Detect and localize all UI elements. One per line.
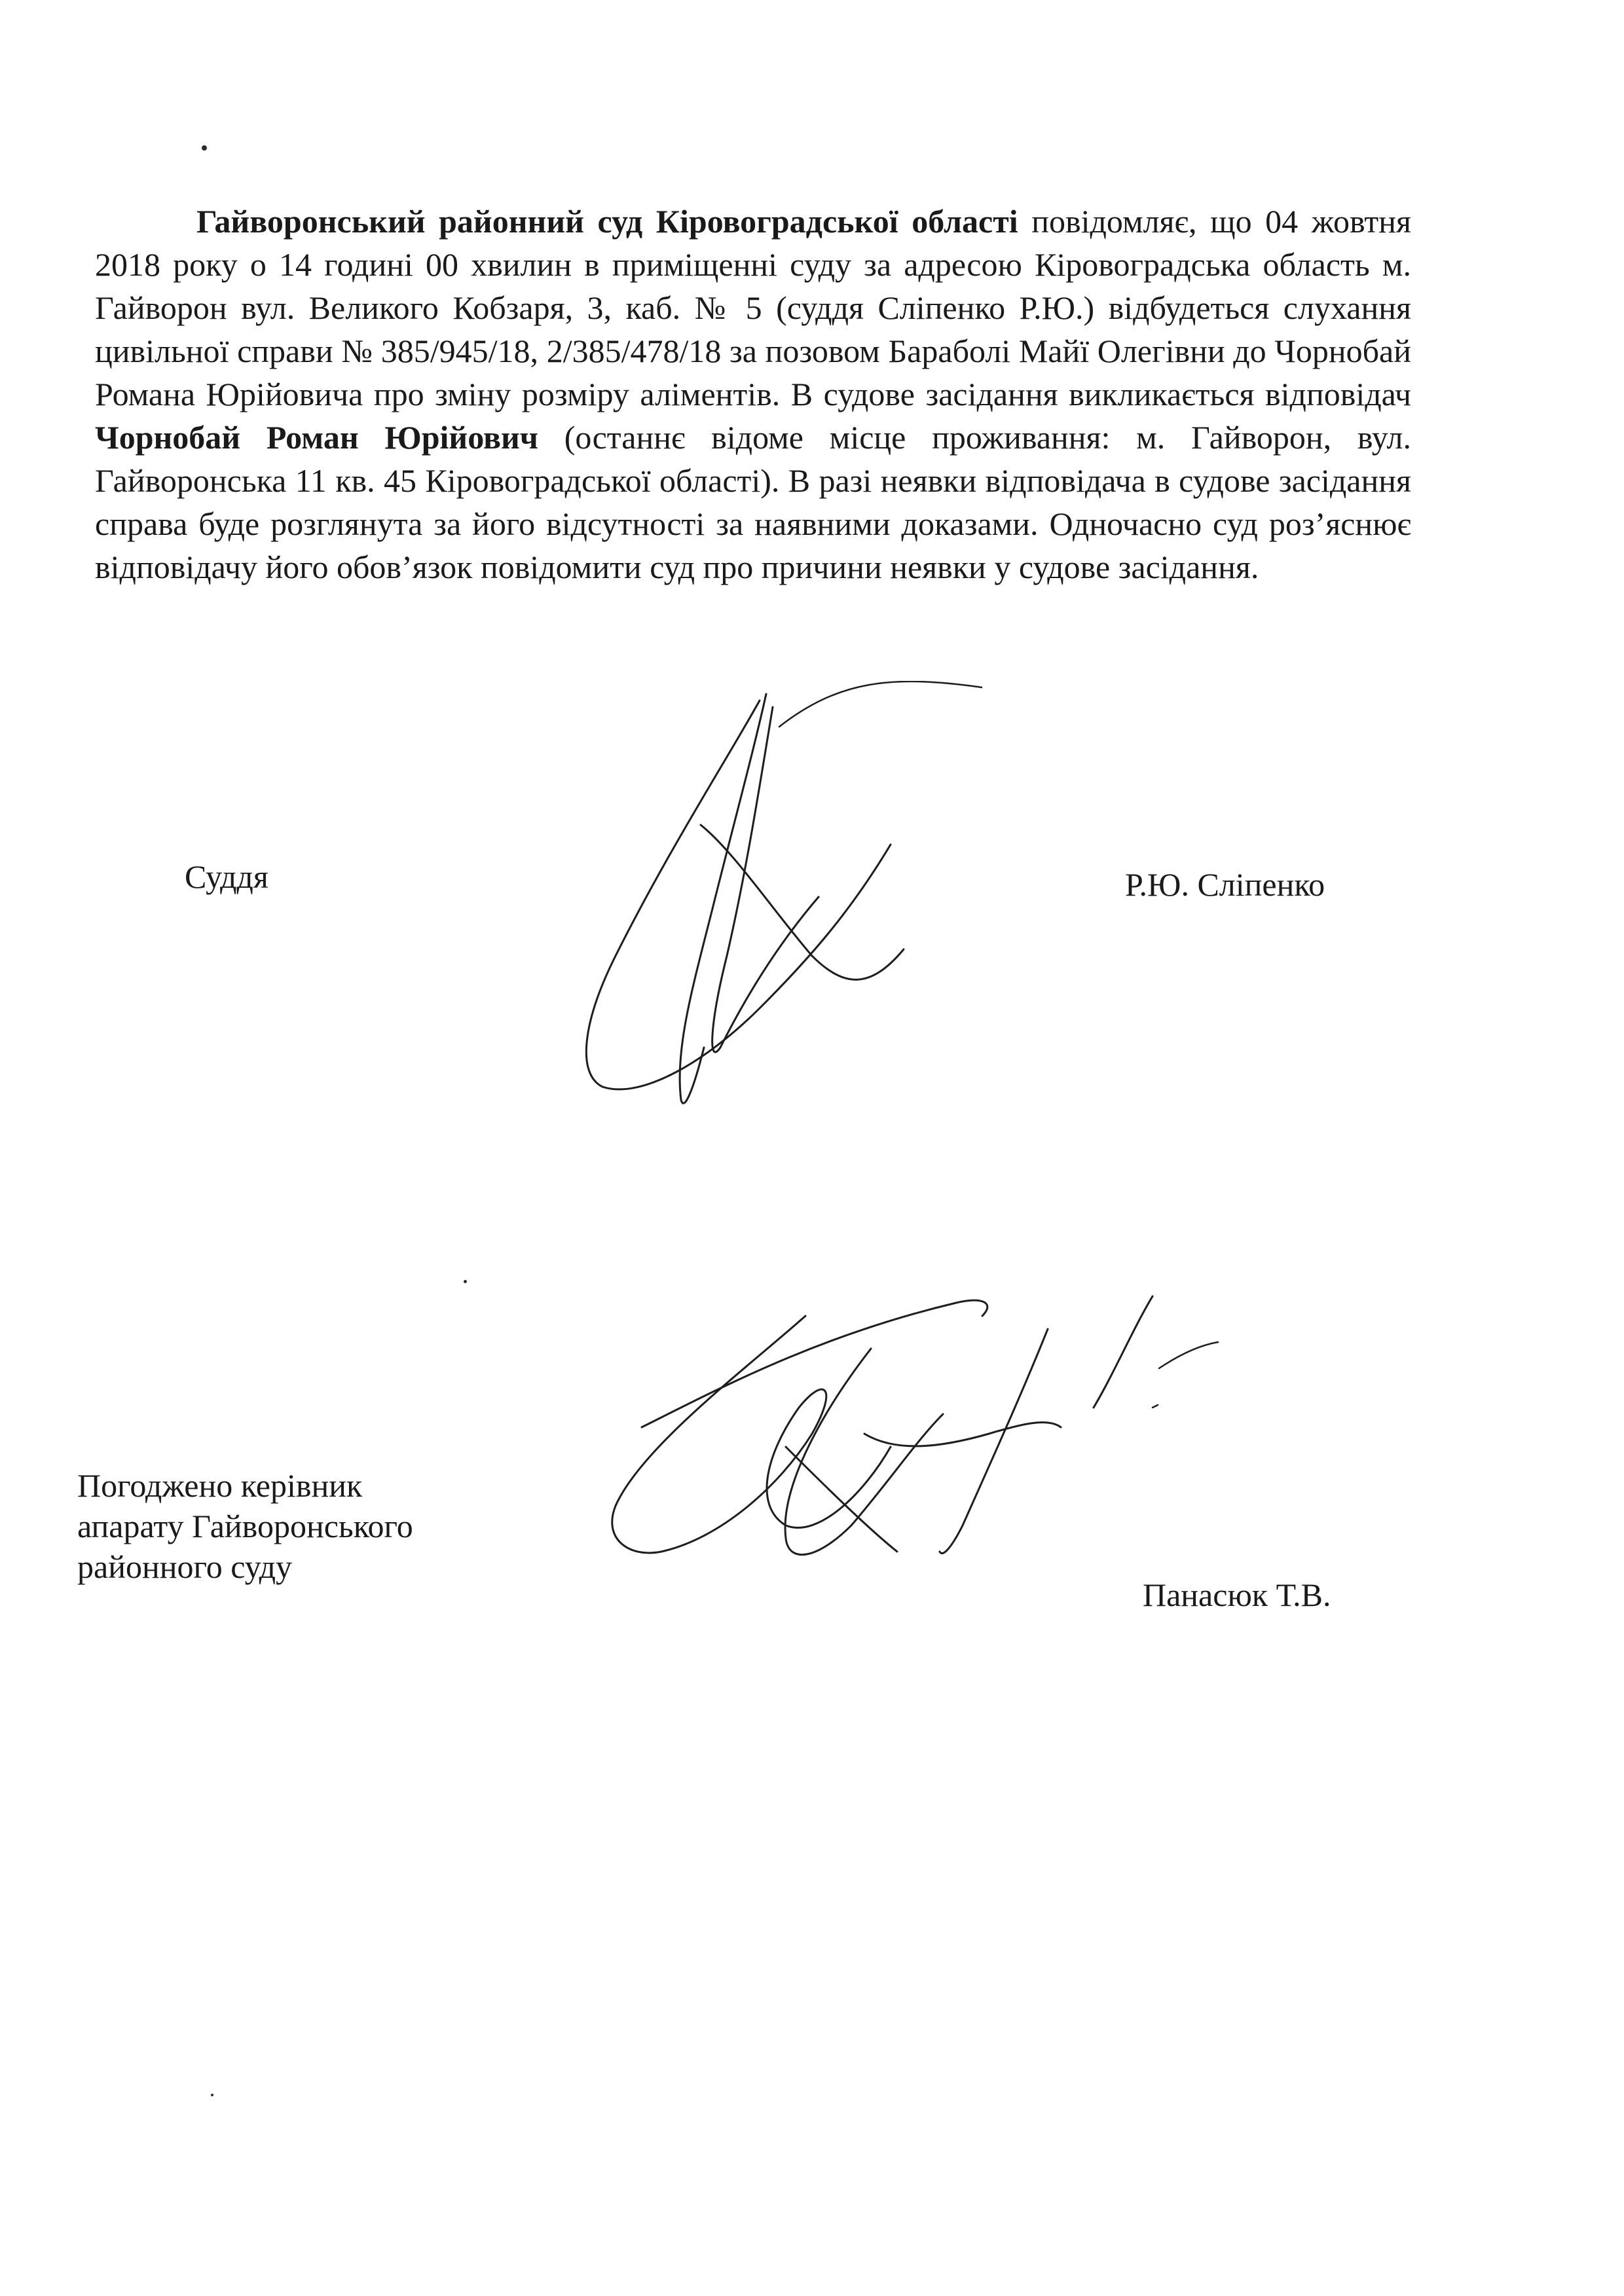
defendant-name: Чорнобай Роман Юрійович bbox=[95, 419, 538, 456]
notice-text-part-2: (останнє відоме місце проживання: м. Гайворон, вул. Гайворонська 11 кв. 45 Кіровоградської області). В разі неявки відповідача в судове засідання справа буде розглянута за його відсутності за наявними доказами. Одночасно суд роз’яснює відповідачу його обов’язок повідомити суд про причини неявки у судове засідання. bbox=[95, 419, 1411, 585]
approval-line-3: районного суду bbox=[77, 1548, 293, 1585]
clerk-signature-stroke bbox=[1153, 1405, 1158, 1408]
judge-signature bbox=[563, 681, 982, 1139]
clerk-signature bbox=[589, 1277, 1231, 1617]
clerk-name: Панасюк Т.В. bbox=[1143, 1576, 1331, 1613]
clerk-signature-stroke bbox=[864, 1423, 1061, 1446]
court-name: Гайворонський районний суд Кіровоградської області bbox=[196, 203, 1018, 240]
judge-signature-stroke bbox=[779, 682, 982, 727]
clerk-signature-stroke bbox=[1159, 1342, 1218, 1368]
scan-speck bbox=[202, 145, 207, 151]
judge-title: Суддя bbox=[185, 858, 268, 895]
scan-speck bbox=[211, 2094, 213, 2096]
clerk-signature-stroke bbox=[612, 1316, 891, 1553]
clerk-signature-stroke bbox=[642, 1300, 987, 1427]
approval-block bbox=[77, 1465, 413, 1587]
scan-speck bbox=[464, 1280, 467, 1283]
notice-paragraph bbox=[95, 200, 1411, 589]
judge-signature-stroke bbox=[712, 707, 819, 1052]
judge-signature-stroke bbox=[701, 825, 904, 979]
clerk-signature-stroke bbox=[1094, 1296, 1153, 1408]
approval-line-1: Погоджено керівник bbox=[77, 1467, 363, 1504]
judge-signature-stroke bbox=[586, 701, 891, 1089]
approval-line-2: апарату Гайворонського bbox=[77, 1508, 413, 1544]
judge-name: Р.Ю. Сліпенко bbox=[1125, 866, 1325, 903]
notice-text-part-1: повідомляє, що 04 жовтня 2018 року о 14 годині 00 хвилин в приміщенні суду за адресою Кіровоградська область м. Гайворон вул. Великого Кобзаря, 3, каб. № 5 (суддя Сліпенко Р.Ю.) відбудеться слухання цивільної справи № 385/945/18, 2/385/478/18 за позовом Бараболі Майї Олегівни до Чорнобай Романа Юрійовича про зміну розміру аліментів. В судове засідання викликається відповідач bbox=[95, 203, 1411, 412]
